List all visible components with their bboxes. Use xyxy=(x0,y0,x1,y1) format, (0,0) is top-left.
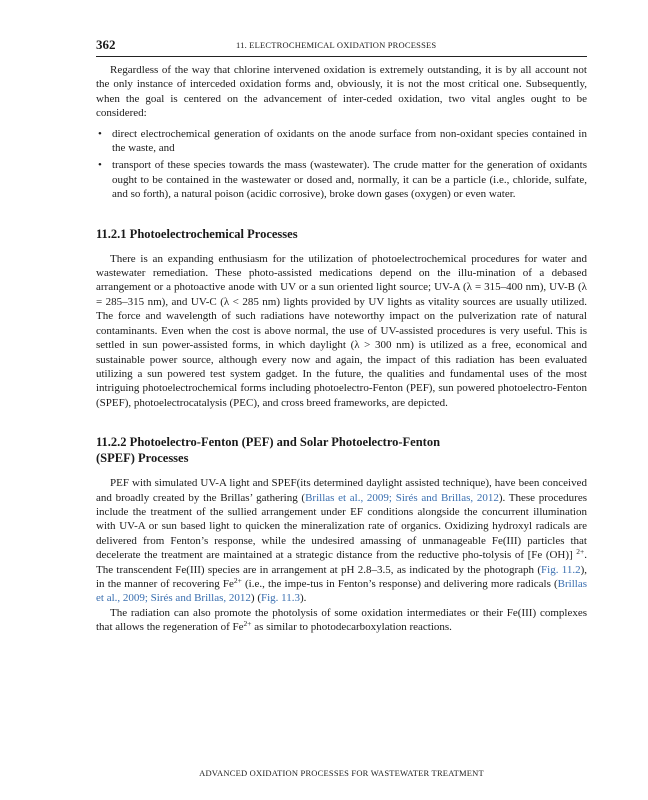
heading-line-2: (SPEF) Processes xyxy=(96,451,189,466)
text-run: ), in the manner of recovering Fe xyxy=(96,563,588,590)
pef-paragraph xyxy=(96,476,587,606)
section-heading-photoelectrochemical: 11.2.1 Photoelectrochemical Processes xyxy=(96,226,298,241)
text-run: as similar to photodecarboxylation reactions. xyxy=(251,621,452,634)
text-run: ). xyxy=(300,592,307,605)
bullet-icon: • xyxy=(98,127,102,140)
citation-link[interactable]: Brillas et al., 2009; Sirés and Brillas, 2012 xyxy=(96,577,588,605)
text-run: The radiation can also promote the photolysis of some oxidation intermediates or their Fe(III) complexes that allows the regeneration of Fe xyxy=(96,606,587,634)
heading-line-1: 11.2.2 Photoelectro-Fenton (PEF) and Solar Photoelectro-Fenton xyxy=(96,435,441,450)
intro-paragraph: Regardless of the way that chlorine intervened oxidation is extremely outstanding, it is by all account not the only instance of interceded oxidation forms and, obviously, it is not the most critical one. Subsequently, when the goal is centered on the advancement of inter-ceded oxidation, two vital angles ought to be considered: xyxy=(96,64,587,120)
superscript: 2+ xyxy=(576,547,585,557)
bullet-text: direct electrochemical generation of oxidants on the anode surface from non-oxidant species contained in the waste, and xyxy=(112,127,587,155)
citation-link[interactable]: Brillas et al., 2009; Sirés and Brillas, 2012 xyxy=(305,491,499,504)
text-run: ) ( xyxy=(250,592,261,605)
main-content xyxy=(96,63,587,635)
text-run: . The transcendent Fe(III) species are in arrangement at pH 2.8–3.5, as indicated by the photograph ( xyxy=(96,549,587,576)
figure-link[interactable]: Fig. 11.3 xyxy=(260,592,300,605)
photoelectrochemical-paragraph: There is an expanding enthusiasm for the utilization of photoelectrochemical procedures for water and wastewater remediation. These photo-assisted medications depend on the illu-mination of a debased arrangement or a photoactive anode with UV or a sun oriented light source; UV-A (λ = 315–400 nm), UV-B (λ = 285–315 nm), and UV-C (λ < 285 nm) lights provided by UV lights as vitality sources are usually utilized. The force and wavelength of such radiations have noteworthy impact on the pulverization rate of natural contaminants. Even when the cost is above normal, the use of UV-assisted procedures is very useful. This is settled in sun power-assisted forms, in which daylight (λ > 300 nm) is utilized as a free, economical and sustainable power source, although every now and again, the impact of this radiation has been evaluated utilizing a sun powered test system gadget. In the future, the qualities and fundamental uses of the most intriguing photoelectrochemical forms including photoelectro-Fenton (PEF), sun powered photoelectro-Fenton (SPEF), photoelectrocatalysis (PEC), and cross breed frameworks, are depicted. xyxy=(96,252,587,409)
section-heading-pef-spef xyxy=(96,434,587,466)
figure-link[interactable]: Fig. 11.2 xyxy=(541,563,581,576)
text-run: ). These procedures include the treatment of the sullied arrangement under EF conditions alongside the concurrent illumination with UV-A or sun based light to quicken the mineralization rate of organics. Oxidizing hydroxyl radicals are delivered from Fenton’s response, while the undesired amassing of unmanageable Fe(III) particles that decelerate the treatment are maintained at a strategic distance from the reductive pho-tolysis of [Fe (OH)] xyxy=(96,491,587,562)
bullet-item xyxy=(96,158,587,201)
radiation-paragraph xyxy=(96,606,587,635)
superscript: 2+ xyxy=(243,619,252,629)
bullet-item xyxy=(96,127,587,156)
page-footer: ADVANCED OXIDATION PROCESSES FOR WASTEWATER TREATMENT xyxy=(199,768,484,778)
running-head: 11. ELECTROCHEMICAL OXIDATION PROCESSES xyxy=(236,40,437,50)
page-header xyxy=(96,36,587,57)
bullet-icon: • xyxy=(98,159,102,172)
text-run: (i.e., the impe-tus in Fenton’s response) and delivering more radicals ( xyxy=(241,577,558,590)
text-run: PEF with simulated UV-A light and SPEF(its determined daylight assisted technique), have been conceived and broadly created by the Brillas’ gathering ( xyxy=(96,477,587,504)
page-number: 362 xyxy=(96,37,116,52)
intro-bullet-list xyxy=(96,127,587,202)
superscript: 2+ xyxy=(233,575,242,585)
bullet-text: transport of these species towards the mass (wastewater). The crude matter for the generation of oxidants ought to be contained in the wastewater or dosed and, normally, it can be a particle (i.e., chloride, sulfate, and so forth), a natural poison (acidic corrosive), broke down gases (oxygen) or even water. xyxy=(112,159,587,201)
